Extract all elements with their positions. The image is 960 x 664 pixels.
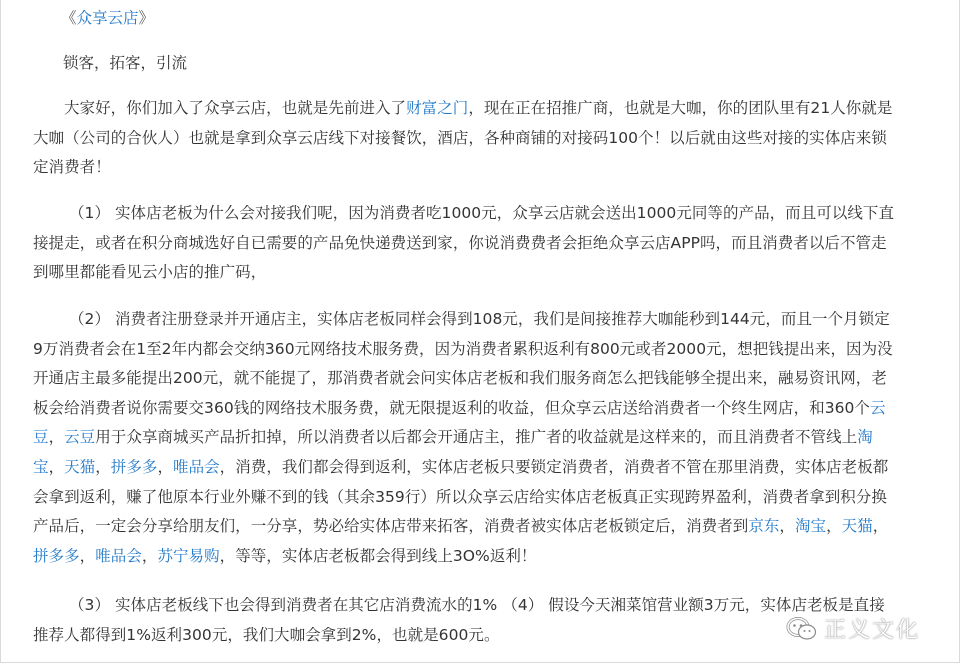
- link-yundou[interactable]: 云豆: [64, 428, 96, 447]
- paragraph-3: （3） 实体店老板线下也会得到消费者在其它店消费流水的1% （4） 假设今天湘菜馆营业额3万元，实体店老板是直接 推荐人都得到1%返利300元，我们大咖会拿到2%，也就是600元。: [33, 596, 885, 644]
- link-tmall[interactable]: 天猫: [64, 457, 96, 476]
- link-tmall-2[interactable]: 天猫: [841, 517, 873, 536]
- link-tao[interactable]: 淘: [857, 428, 873, 447]
- paragraph-2: （2） 消费者注册登录并开通店主，实体店老板同样会得到108元，我们是间接推荐大咖能秒到144元，而且一个月锁定 9万消费者会在1至2年内都会交纳360元网络技术服务费，因为消费者累积返利有800元或者2000元，想把钱提出来，因为没 开通店主最多能提出200元，就不能提了，那消费者就会问实体店老板和我们服务商怎么把钱能够全提出来，融易资讯网，老 板会给消费者说你需要交360钱的网络技术服务费，就无限提返利的收益，但众享云店送给消费者一个终生网店，和360个云 豆，云豆用于众享商城买产品折扣掉，所以消费者以后都会开通店主，推广者的收益就是这样来的，而且消费者不管线上淘 宝，天猫，拼多多，唯品会，消费，我们都会得到返利，实体店老板只要锁定消费者，消费者不管在那里消费，实体店老板都 会拿到返利，赚了他原本行业外赚不到的钱（其余359行）所以众享云店给实体店老板真正实现跨界盈利，消费者拿到积分换 产品后，一定会分享给朋友们，一分享，势必给实体店带来拓客，消费者被实体店老板锁定后，消费者到京东，淘宝，天猫， 拼多多，唯品会，苏宁易购，等等，实体店老板都会得到线上3O%返利！: [33, 310, 893, 565]
- link-suning[interactable]: 苏宁易购: [157, 546, 220, 565]
- link-vipshop-2[interactable]: 唯品会: [95, 546, 142, 565]
- watermark-text: 正义文化: [823, 618, 920, 643]
- link-pinduoduo-2[interactable]: 拼多多: [33, 546, 80, 565]
- link-dou[interactable]: 豆: [33, 428, 49, 447]
- wechat-icon: [786, 616, 818, 642]
- article-subtitle: 锁客，拓客，引流: [63, 54, 188, 72]
- link-caifu[interactable]: 财富之门: [406, 99, 469, 117]
- title-link-zhongxiang[interactable]: 众享云店: [76, 9, 139, 27]
- title-bracket-close: 》: [138, 9, 155, 27]
- link-jd[interactable]: 京东: [748, 517, 780, 536]
- link-yun[interactable]: 云: [869, 398, 886, 417]
- link-taobao[interactable]: 淘宝: [794, 517, 827, 536]
- watermark: [786, 613, 920, 644]
- article-title: [61, 5, 154, 31]
- paragraph-1: （1） 实体店老板为什么会对接我们呢，因为消费者吃1000元，众享云店就会送出1000元同等的产品，而且可以线下直 接提走，或者在积分商城选好自已需要的产品免快递费送到家，你说消费费者会拒绝众享云店APP吗，而且消费者以后不管走 到哪里都能看见云小店的推广码，: [33, 204, 895, 282]
- link-vipshop[interactable]: 唯品会: [173, 457, 220, 476]
- link-pinduoduo[interactable]: 拼多多: [110, 457, 158, 476]
- intro-paragraph: 大家好，你们加入了众享云店，也就是先前进入了财富之门，现在正在招推广商，也就是大咖，你的团队里有21人你就是 大咖（公司的合伙人）也就是拿到众享云店线下对接餐饮，酒店，各种商铺的对接码100个！以后就由这些对接的实体店来锁 定消费者！: [33, 99, 893, 177]
- link-bao[interactable]: 宝: [33, 457, 49, 476]
- title-bracket-open: 《: [61, 9, 77, 27]
